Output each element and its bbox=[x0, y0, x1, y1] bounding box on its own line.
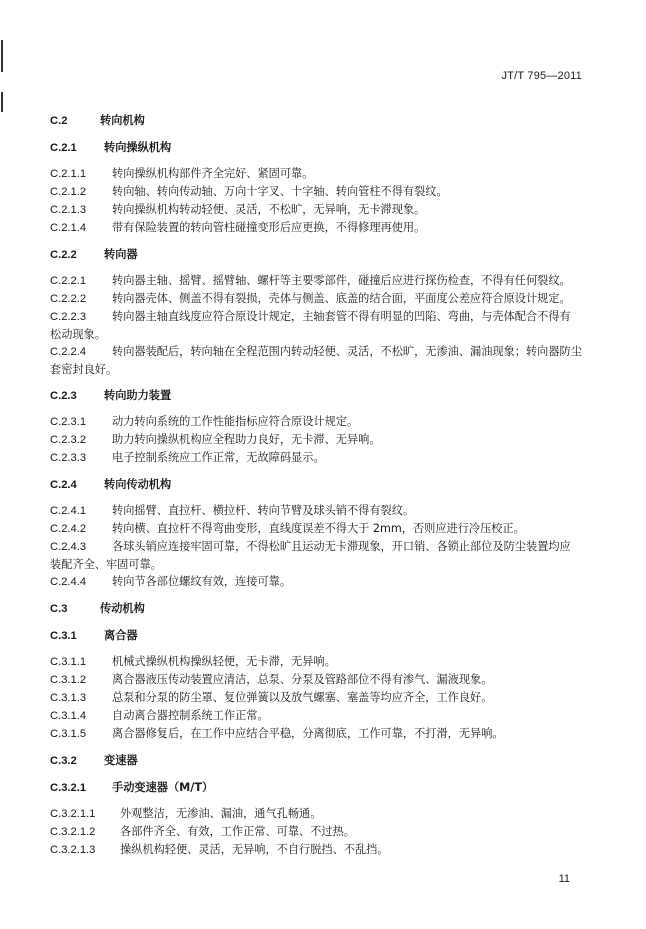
clause-text: 离合器 bbox=[104, 629, 138, 642]
clause-text: 电子控制系统应工作正常，无故障码显示。 bbox=[112, 451, 325, 464]
clause-text: 转向摇臂、直拉杆、横拉杆、转向节臂及球头销不得有裂纹。 bbox=[112, 504, 415, 517]
clause-number: C.2.3.2 bbox=[50, 434, 87, 446]
clause-number: C.2.3.1 bbox=[50, 416, 87, 428]
page-number: 11 bbox=[558, 873, 570, 885]
clause-text: 转向横、直拉杆不得弯曲变形，直线度误差不得大于 2mm，否则应进行冷压校正。 bbox=[112, 522, 525, 535]
clause-text: 各部件齐全、有效，工作正常、可靠、不过热。 bbox=[120, 825, 355, 838]
clause-text: 转向助力装置 bbox=[104, 389, 172, 402]
clause-number: C.3.1 bbox=[50, 630, 77, 642]
clause-number: C.2.4.3 bbox=[50, 541, 87, 553]
clause-item bbox=[50, 689, 590, 707]
clause-number: C.3.1.5 bbox=[50, 728, 87, 740]
section-heading bbox=[50, 779, 590, 797]
clause-text: 操纵机构轻便、灵活，无异响，不自行脱挡、不乱挡。 bbox=[120, 843, 389, 856]
clause-item bbox=[50, 805, 590, 823]
clause-text: 松动现象。 bbox=[50, 328, 106, 341]
clause-item bbox=[50, 308, 590, 326]
clause-continuation bbox=[50, 361, 590, 378]
clause-text: 自动离合器控制系统工作正常。 bbox=[112, 709, 269, 722]
clause-item bbox=[50, 219, 590, 237]
clause-text: 变速器 bbox=[104, 754, 138, 767]
clause-continuation bbox=[50, 556, 590, 573]
clause-text: 套密封良好。 bbox=[50, 363, 118, 376]
clause-item bbox=[50, 343, 590, 361]
clause-text: 手动变速器（M/T） bbox=[112, 781, 214, 794]
clause-number: C.3.1.1 bbox=[50, 656, 87, 668]
clause-item bbox=[50, 725, 590, 743]
section-heading bbox=[50, 387, 590, 405]
clause-item bbox=[50, 573, 590, 591]
clause-item bbox=[50, 841, 590, 859]
clause-text: 转向器装配后，转向轴在全程范围内转动轻便、灵活，不松旷，无渗油、漏油现象；转向器防尘 bbox=[112, 345, 582, 358]
clause-number: C.2.4.1 bbox=[50, 505, 87, 517]
clause-text: 带有保险装置的转向管柱碰撞变形后应更换，不得修理再使用。 bbox=[112, 221, 426, 234]
clause-text: 机械式操纵机构操纵轻便，无卡滞，无异响。 bbox=[112, 655, 336, 668]
clause-text: 转向轴、转向传动轴、万向十字叉、十字轴、转向管柱不得有裂纹。 bbox=[112, 185, 448, 198]
clause-item bbox=[50, 520, 590, 538]
document-standard-id: JT/T 795—2011 bbox=[501, 70, 582, 82]
document-body bbox=[50, 112, 590, 859]
clause-text: 总泵和分泵的防尘罩、复位弹簧以及放气螺塞、塞盖等均应齐全，工作良好。 bbox=[112, 691, 493, 704]
clause-text: 动力转向系统的工作性能指标应符合原设计规定。 bbox=[112, 415, 359, 428]
clause-text: 转向操纵机构转动轻便、灵活，不松旷，无异响，无卡滞现象。 bbox=[112, 203, 426, 216]
clause-item bbox=[50, 538, 590, 556]
clause-text: 转向器主轴、摇臂、摇臂轴、螺杆等主要零部件，碰撞后应进行探伤检查，不得有任何裂纹。 bbox=[112, 274, 571, 287]
clause-number: C.3 bbox=[50, 603, 68, 615]
clause-text: 转向机构 bbox=[100, 114, 145, 127]
clause-item bbox=[50, 671, 590, 689]
clause-number: C.3.1.2 bbox=[50, 674, 87, 686]
clause-number: C.3.2.1 bbox=[50, 782, 87, 794]
clause-number: C.2.2.1 bbox=[50, 275, 87, 287]
section-heading bbox=[50, 246, 590, 264]
clause-number: C.2.4.2 bbox=[50, 523, 87, 535]
clause-item bbox=[50, 431, 590, 449]
scan-edge-mark bbox=[1, 92, 3, 112]
clause-number: C.2.1.2 bbox=[50, 186, 87, 198]
clause-item bbox=[50, 165, 590, 183]
clause-number: C.2.4.4 bbox=[50, 576, 87, 588]
clause-number: C.3.2.1.1 bbox=[50, 808, 96, 820]
clause-item bbox=[50, 449, 590, 467]
clause-number: C.2.1.1 bbox=[50, 168, 87, 180]
clause-text: 各球头销应连接牢固可靠，不得松旷且运动无卡滞现象，开口销、各锁止部位及防尘装置均应 bbox=[112, 540, 571, 553]
clause-number: C.2.2.3 bbox=[50, 311, 87, 323]
section-heading bbox=[50, 627, 590, 645]
clause-text: 转向传动机构 bbox=[104, 478, 172, 491]
clause-number: C.3.1.3 bbox=[50, 692, 87, 704]
clause-number: C.3.1.4 bbox=[50, 710, 87, 722]
clause-number: C.2.1 bbox=[50, 142, 77, 154]
clause-continuation bbox=[50, 326, 590, 343]
clause-number: C.2.2.4 bbox=[50, 346, 87, 358]
clause-item bbox=[50, 413, 590, 431]
clause-number: C.2.1.4 bbox=[50, 222, 87, 234]
clause-item bbox=[50, 272, 590, 290]
section-heading bbox=[50, 112, 590, 130]
clause-text: 转向操纵机构部件齐全完好、紧固可靠。 bbox=[112, 167, 314, 180]
clause-item bbox=[50, 183, 590, 201]
clause-text: 离合器液压传动装置应清洁，总泵、分泵及管路部位不得有渗气、漏液现象。 bbox=[112, 673, 493, 686]
clause-item bbox=[50, 290, 590, 308]
section-heading bbox=[50, 752, 590, 770]
clause-number: C.2 bbox=[50, 115, 68, 127]
clause-number: C.3.2 bbox=[50, 755, 77, 767]
scan-edge-mark bbox=[1, 40, 3, 72]
clause-number: C.2.3.3 bbox=[50, 452, 87, 464]
section-heading bbox=[50, 139, 590, 157]
clause-text: 转向器壳体、侧盖不得有裂损，壳体与侧盖、底盖的结合面，平面度公差应符合原设计规定。 bbox=[112, 292, 571, 305]
clause-number: C.2.3 bbox=[50, 390, 77, 402]
clause-number: C.2.2.2 bbox=[50, 293, 87, 305]
clause-item bbox=[50, 502, 590, 520]
clause-number: C.2.2 bbox=[50, 249, 77, 261]
clause-text: 转向器 bbox=[104, 248, 138, 261]
clause-text: 助力转向操纵机构应全程助力良好，无卡滞、无异响。 bbox=[112, 433, 381, 446]
clause-number: C.2.1.3 bbox=[50, 204, 87, 216]
clause-item bbox=[50, 201, 590, 219]
clause-text: 传动机构 bbox=[100, 602, 145, 615]
clause-text: 装配齐全、牢固可靠。 bbox=[50, 558, 162, 571]
section-heading bbox=[50, 476, 590, 494]
clause-text: 转向节各部位螺纹有效，连接可靠。 bbox=[112, 575, 292, 588]
clause-item bbox=[50, 653, 590, 671]
clause-text: 转向器主轴直线度应符合原设计规定，主轴套管不得有明显的凹陷、弯曲，与壳体配合不得有 bbox=[112, 310, 571, 323]
clause-text: 转向操纵机构 bbox=[104, 141, 172, 154]
clause-item bbox=[50, 707, 590, 725]
clause-text: 离合器修复后，在工作中应结合平稳，分离彻底，工作可靠，不打滑，无异响。 bbox=[112, 727, 504, 740]
clause-number: C.3.2.1.3 bbox=[50, 844, 96, 856]
clause-item bbox=[50, 823, 590, 841]
section-heading bbox=[50, 600, 590, 618]
clause-text: 外观整洁，无渗油、漏油，通气孔畅通。 bbox=[120, 807, 322, 820]
clause-number: C.2.4 bbox=[50, 479, 77, 491]
clause-number: C.3.2.1.2 bbox=[50, 826, 96, 838]
